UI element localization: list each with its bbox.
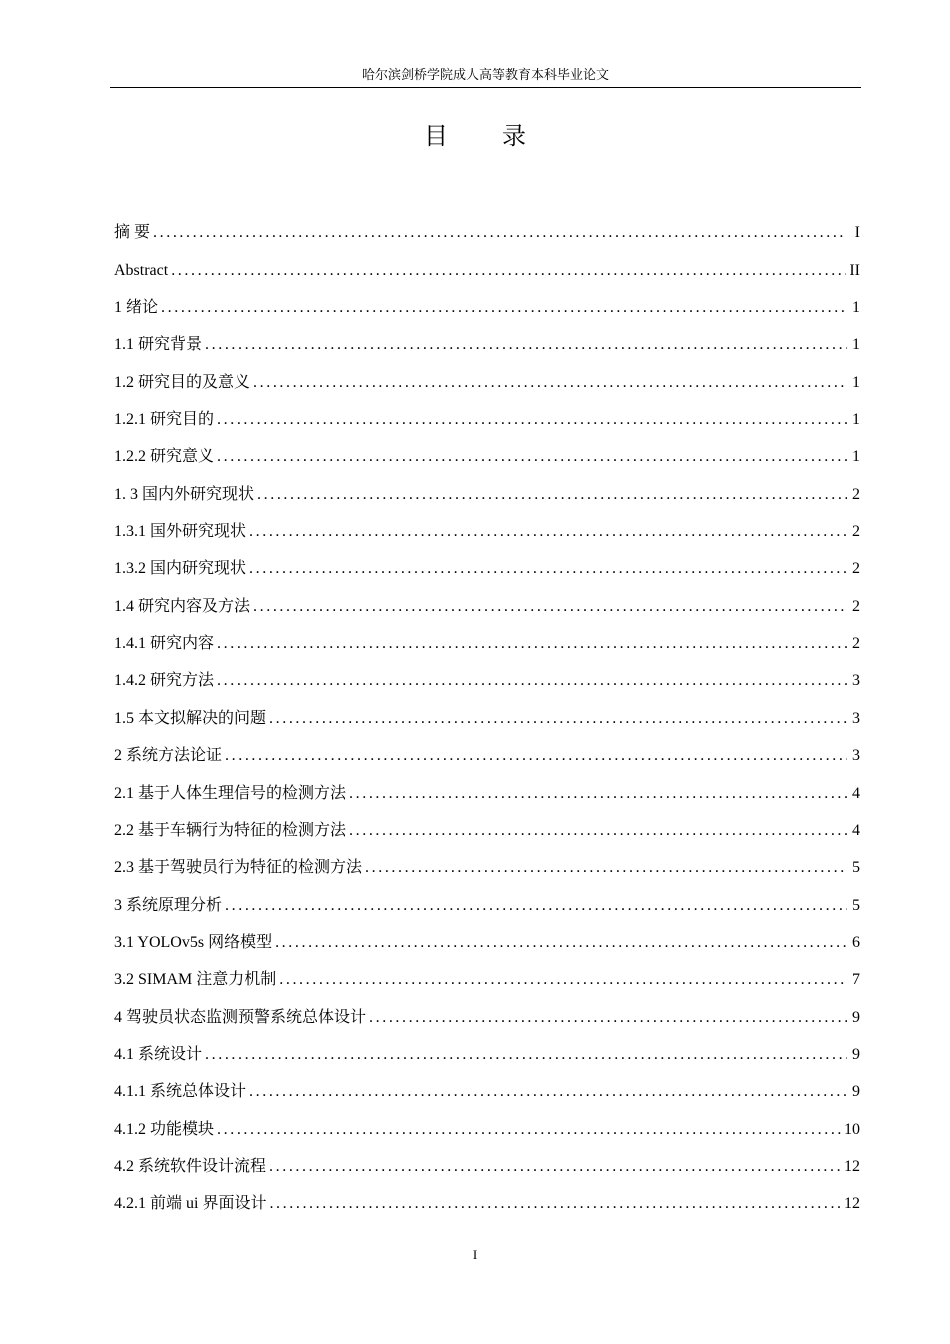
toc-entry-label: Abstract [114,261,169,279]
toc-leader-dots [365,849,847,886]
toc-leader-dots [171,252,846,289]
toc-leader-dots [253,364,847,401]
toc-entry-page: 1 [852,373,860,391]
toc-entry-page: 1 [852,411,860,429]
toc-leader-dots [369,999,847,1036]
toc-entry-label: 2 系统方法论证 [114,747,223,765]
toc-entry-label: 1.3.2 国内研究现状 [114,560,247,578]
toc-entry-label: 2.1 基于人体生理信号的检测方法 [114,784,347,802]
toc-entry-page: 9 [852,1008,860,1026]
toc-leader-dots [225,887,847,924]
toc-entry-label: 1.2 研究目的及意义 [114,373,251,391]
toc-entry-label: 1 绪论 [114,299,159,317]
toc-leader-dots [205,326,847,363]
toc-entry[interactable] [114,699,860,736]
toc-entry-page: 1 [852,299,860,317]
toc-entry-label: 1.4.1 研究内容 [114,635,215,653]
toc-leader-dots [269,700,847,737]
toc-entry-label: 3.1 YOLOv5s 网络模型 [114,933,273,951]
toc-leader-dots [217,662,847,699]
toc-entry-page: 10 [844,1120,860,1138]
toc-entry-page: 3 [852,672,860,690]
toc-entry[interactable] [114,924,860,961]
toc-leader-dots [153,214,847,251]
table-of-contents [114,214,860,1222]
toc-entry[interactable] [114,886,860,923]
toc-entry-page: 2 [852,635,860,653]
toc-entry[interactable] [114,812,860,849]
toc-leader-dots [217,401,847,438]
toc-entry-page: 12 [844,1157,860,1175]
toc-entry-page: 2 [852,523,860,541]
toc-leader-dots [249,513,847,550]
toc-entry-page: 7 [852,971,860,989]
toc-leader-dots [269,1185,841,1222]
toc-entry-page: 5 [852,859,860,877]
toc-entry-page: 4 [852,784,860,802]
toc-leader-dots [253,588,847,625]
toc-entry-label: 4 驾驶员状态监测预警系统总体设计 [114,1008,367,1026]
toc-entry[interactable] [114,363,860,400]
toc-entry-label: 4.2 系统软件设计流程 [114,1157,267,1175]
header-rule [110,87,861,88]
toc-entry[interactable] [114,438,860,475]
toc-entry[interactable] [114,1185,860,1222]
toc-entry-page: 4 [852,821,860,839]
toc-entry-label: 1.4 研究内容及方法 [114,597,251,615]
toc-entry[interactable] [114,401,860,438]
toc-entry[interactable] [114,214,860,251]
toc-entry-label: 4.1.1 系统总体设计 [114,1083,247,1101]
toc-entry-page: 6 [852,933,860,951]
toc-entry[interactable] [114,737,860,774]
toc-entry-page: 9 [852,1045,860,1063]
toc-leader-dots [349,812,847,849]
toc-leader-dots [257,476,847,513]
toc-leader-dots [279,961,847,998]
toc-entry-page: 1 [852,336,860,354]
toc-entry-page: 12 [844,1195,860,1213]
toc-entry[interactable] [114,662,860,699]
toc-entry[interactable] [114,849,860,886]
toc-entry-page: 3 [852,709,860,727]
toc-entry-label: 1.5 本文拟解决的问题 [114,709,267,727]
toc-entry[interactable] [114,1110,860,1147]
toc-entry-page: II [849,261,860,279]
toc-entry[interactable] [114,550,860,587]
toc-leader-dots [205,1036,847,1073]
toc-entry[interactable] [114,587,860,624]
toc-entry-label: 1.2.1 研究目的 [114,411,215,429]
toc-entry-label: 1. 3 国内外研究现状 [114,485,255,503]
toc-entry-label: 3 系统原理分析 [114,896,223,914]
page-number: I [472,1247,478,1262]
toc-entry-page: 5 [852,896,860,914]
toc-entry-label: 1.4.2 研究方法 [114,672,215,690]
toc-entry[interactable] [114,1073,860,1110]
toc-entry[interactable] [114,774,860,811]
toc-entry[interactable] [114,289,860,326]
toc-entry-page: 9 [852,1083,860,1101]
toc-leader-dots [217,1111,841,1148]
toc-entry[interactable] [114,961,860,998]
toc-entry-label: 1.2.2 研究意义 [114,448,215,466]
toc-entry-page: 2 [852,560,860,578]
toc-entry-label: 4.1 系统设计 [114,1045,203,1063]
toc-entry-label: 2.3 基于驾驶员行为特征的检测方法 [114,859,363,877]
toc-entry[interactable] [114,998,860,1035]
toc-entry-page: 2 [852,597,860,615]
page-title: 目 录 [424,124,550,150]
toc-entry-page: 2 [852,485,860,503]
toc-leader-dots [275,924,847,961]
toc-entry-label: 4.2.1 前端 ui 界面设计 [114,1195,267,1213]
toc-entry-label: 3.2 SIMAM 注意力机制 [114,971,277,989]
toc-leader-dots [161,289,847,326]
toc-leader-dots [249,550,847,587]
toc-entry-label: 1.3.1 国外研究现状 [114,523,247,541]
toc-entry[interactable] [114,475,860,512]
toc-entry[interactable] [114,251,860,288]
toc-entry-label: 2.2 基于车辆行为特征的检测方法 [114,821,347,839]
toc-entry[interactable] [114,1036,860,1073]
toc-entry-page: 3 [852,747,860,765]
toc-entry[interactable] [114,625,860,662]
toc-entry[interactable] [114,513,860,550]
toc-entry-page: I [854,224,860,242]
toc-entry-label: 1.1 研究背景 [114,336,203,354]
toc-entry[interactable] [114,1148,860,1185]
toc-leader-dots [217,625,847,662]
toc-entry[interactable] [114,326,860,363]
toc-leader-dots [349,775,847,812]
toc-leader-dots [269,1148,841,1185]
running-header: 哈尔滨剑桥学院成人高等教育本科毕业论文 [361,67,609,82]
toc-entry-page: 1 [852,448,860,466]
toc-leader-dots [217,438,847,475]
toc-entry-label: 摘 要 [114,224,151,242]
toc-leader-dots [249,1073,847,1110]
toc-leader-dots [225,737,847,774]
toc-entry-label: 4.1.2 功能模块 [114,1120,215,1138]
